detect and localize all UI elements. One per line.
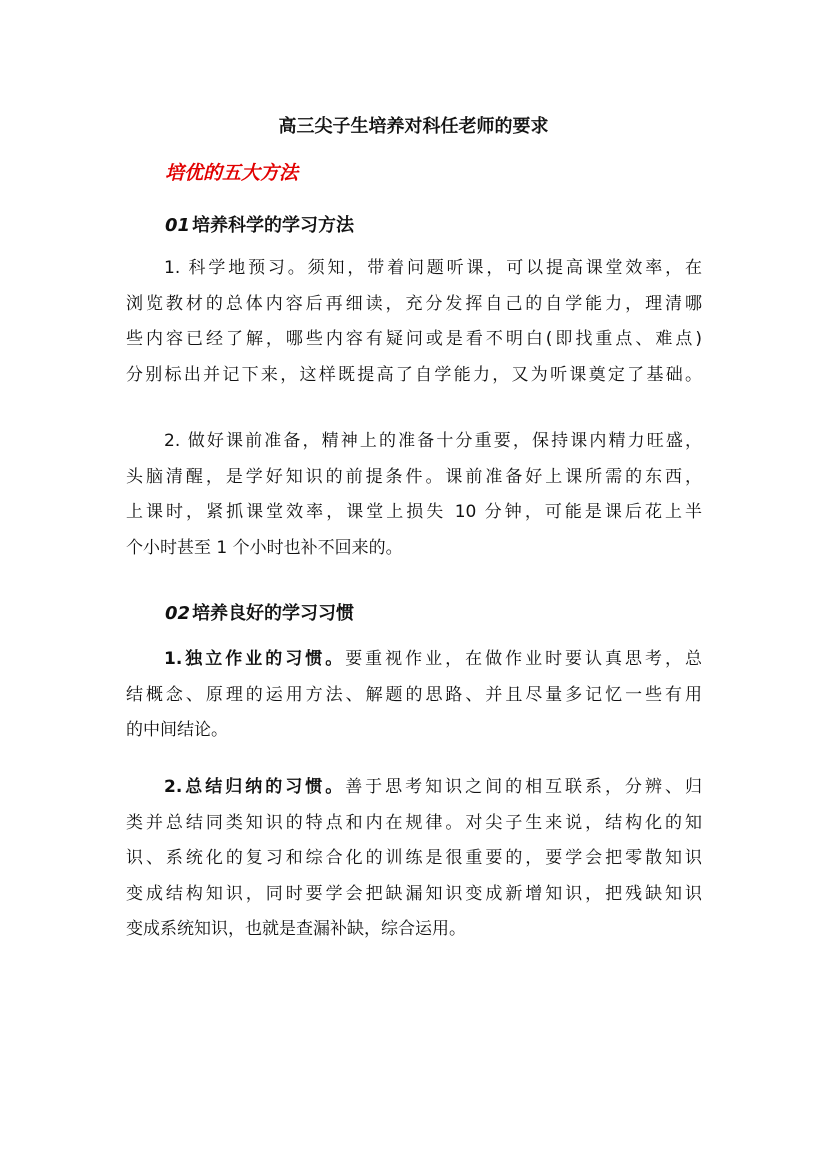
paragraph-line: 分别标出并记下来，这样既提高了自学能力，又为听课奠定了基础。 xyxy=(126,364,702,385)
section-heading-text: 培养良好的学习习惯 xyxy=(192,603,355,624)
paragraph-line xyxy=(126,642,702,678)
paragraph-preparation xyxy=(126,424,702,566)
bold-lead: 1.独立作业的习惯。 xyxy=(164,649,346,669)
section-heading-text: 培养科学的学习方法 xyxy=(192,215,355,236)
section-heading-02 xyxy=(165,601,354,627)
paragraph-preview xyxy=(126,251,702,393)
bold-lead: 2.总结归纳的习惯。 xyxy=(164,777,346,797)
paragraph-line: 浏览教材的总体内容后再细读，充分发挥自己的自学能力，理清哪 xyxy=(126,293,702,314)
paragraph-line: 类并总结同类知识的特点和内在规律。对尖子生来说，结构化的知 xyxy=(126,812,702,833)
paragraph-text: 善于思考知识之间的相互联系，分辨、归 xyxy=(345,777,702,797)
paragraph-homework-habit xyxy=(126,642,702,749)
paragraph-line: 上课时，紧抓课堂效率，课堂上损失 10 分钟，可能是课后花上半 xyxy=(126,502,702,522)
paragraph-summary-habit xyxy=(126,770,702,948)
red-heading: 培优的五大方法 xyxy=(165,162,299,184)
document-title: 高三尖子生培养对科任老师的要求 xyxy=(278,116,549,137)
paragraph-text: 要重视作业，在做作业时要认真思考，总 xyxy=(345,649,702,669)
paragraph-line: 的中间结论。 xyxy=(126,720,228,740)
paragraph-line: 结概念、原理的运用方法、解题的思路、并且尽量多记忆一些有用 xyxy=(126,684,702,705)
paragraph-line: 些内容已经了解，哪些内容有疑问或是看不明白(即找重点、难点) xyxy=(126,329,702,349)
paragraph-line xyxy=(126,770,702,806)
paragraph-line: 1. 科学地预习。须知，带着问题听课，可以提高课堂效率，在 xyxy=(164,258,702,278)
paragraph-line: 变成系统知识，也就是查漏补缺，综合运用。 xyxy=(126,919,466,939)
section-number: 01 xyxy=(165,215,191,236)
section-heading-01 xyxy=(165,213,354,239)
paragraph-line: 头脑清醒，是学好知识的前提条件。课前准备好上课所需的东西， xyxy=(126,466,702,487)
paragraph-line: 2. 做好课前准备，精神上的准备十分重要，保持课内精力旺盛， xyxy=(164,431,702,451)
paragraph-line: 识、系统化的复习和综合化的训练是很重要的，要学会把零散知识 xyxy=(126,848,702,868)
paragraph-line: 变成结构知识，同时要学会把缺漏知识变成新增知识，把残缺知识 xyxy=(126,883,702,904)
paragraph-line: 个小时甚至 1 个小时也补不回来的。 xyxy=(126,537,403,558)
section-number: 02 xyxy=(165,603,191,624)
